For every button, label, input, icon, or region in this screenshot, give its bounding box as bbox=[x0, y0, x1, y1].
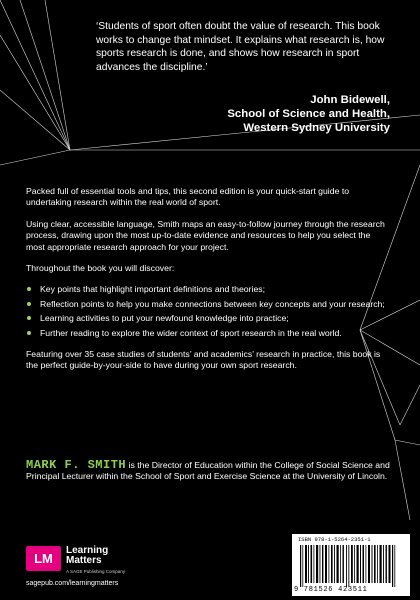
book-description bbox=[26, 186, 386, 382]
publisher-logo-name-line2: Matters bbox=[66, 555, 102, 566]
deco-line bbox=[45, 0, 70, 150]
feature-list-item bbox=[40, 313, 386, 324]
endorser-name: John Bidewell, bbox=[310, 94, 390, 106]
deco-line bbox=[0, 35, 70, 150]
feature-list-item bbox=[40, 299, 386, 310]
isbn-number: ISBN 978-1-5264-2351-1 bbox=[298, 536, 371, 543]
publisher-logo-subtitle: A SAGE Publishing Company bbox=[66, 569, 126, 574]
feature-list-item bbox=[40, 284, 386, 295]
description-paragraph: Packed full of essential tools and tips, this second edition is your quick-start guide to undertaking research within the real world of sport. bbox=[26, 186, 350, 208]
deco-line bbox=[0, 150, 70, 165]
deco-line bbox=[0, 0, 70, 150]
deco-line bbox=[20, 0, 70, 150]
author-bio bbox=[26, 460, 398, 483]
feature-text: Learning activities to put your newfound knowledge into practice; bbox=[40, 313, 289, 324]
endorser-affiliation-university: Western Sydney University bbox=[243, 122, 390, 134]
bullet-icon bbox=[27, 316, 31, 320]
publisher-logo-name bbox=[66, 546, 108, 566]
endorser-affiliation-school: School of Science and Health, bbox=[227, 108, 390, 120]
feature-text: Key points that highlight important definitions and theories; bbox=[40, 284, 266, 295]
isbn-barcode bbox=[292, 534, 410, 596]
deco-line bbox=[395, 440, 420, 445]
description-paragraph: Using clear, accessible language, Smith maps an easy-to-follow journey through the research process, drawing upon the most up-to-date evidence and resources to help you select the most appropriate research approach for your project. bbox=[26, 218, 385, 252]
barcode-digits: 9 781526 423511 bbox=[294, 586, 368, 594]
author-bio-text: is the Director of Education within the College of Social Science and Principal Lecturer within the School of Sport and Exercise Science at the University of Lincoln. bbox=[26, 460, 390, 482]
endorsement-attribution bbox=[227, 93, 390, 135]
publisher-logo-icon: LM bbox=[26, 546, 61, 571]
deco-line bbox=[400, 385, 420, 425]
bullet-icon bbox=[27, 302, 31, 306]
feature-text: Further reading to explore the wider context of sport research in the real world. bbox=[40, 327, 342, 338]
description-paragraph: Featuring over 35 case studies of students’ and academics’ research in practice, this book is the perfect guide-by-your-side to have during your own sport research. bbox=[26, 349, 381, 371]
feature-text: Reflection points to help you make connections between key concepts and your research; bbox=[40, 298, 385, 309]
bullet-icon bbox=[27, 287, 31, 291]
endorsement-quote: ‘Students of sport often doubt the value of research. This book works to change that mindset. It explains what research is, how sports research is done, and shows how research in sport advances the discipline.’ bbox=[96, 21, 385, 73]
publisher-logo-name-line1: Learning bbox=[66, 545, 109, 556]
description-paragraph: Throughout the book you will discover: bbox=[26, 263, 175, 274]
author-name: MARK F. SMITH bbox=[26, 458, 127, 472]
feature-list-item bbox=[40, 328, 386, 339]
publisher-website: sagepub.com/learningmatters bbox=[26, 580, 119, 587]
bullet-icon bbox=[27, 331, 31, 335]
deco-line bbox=[0, 90, 70, 150]
feature-list bbox=[26, 284, 386, 339]
